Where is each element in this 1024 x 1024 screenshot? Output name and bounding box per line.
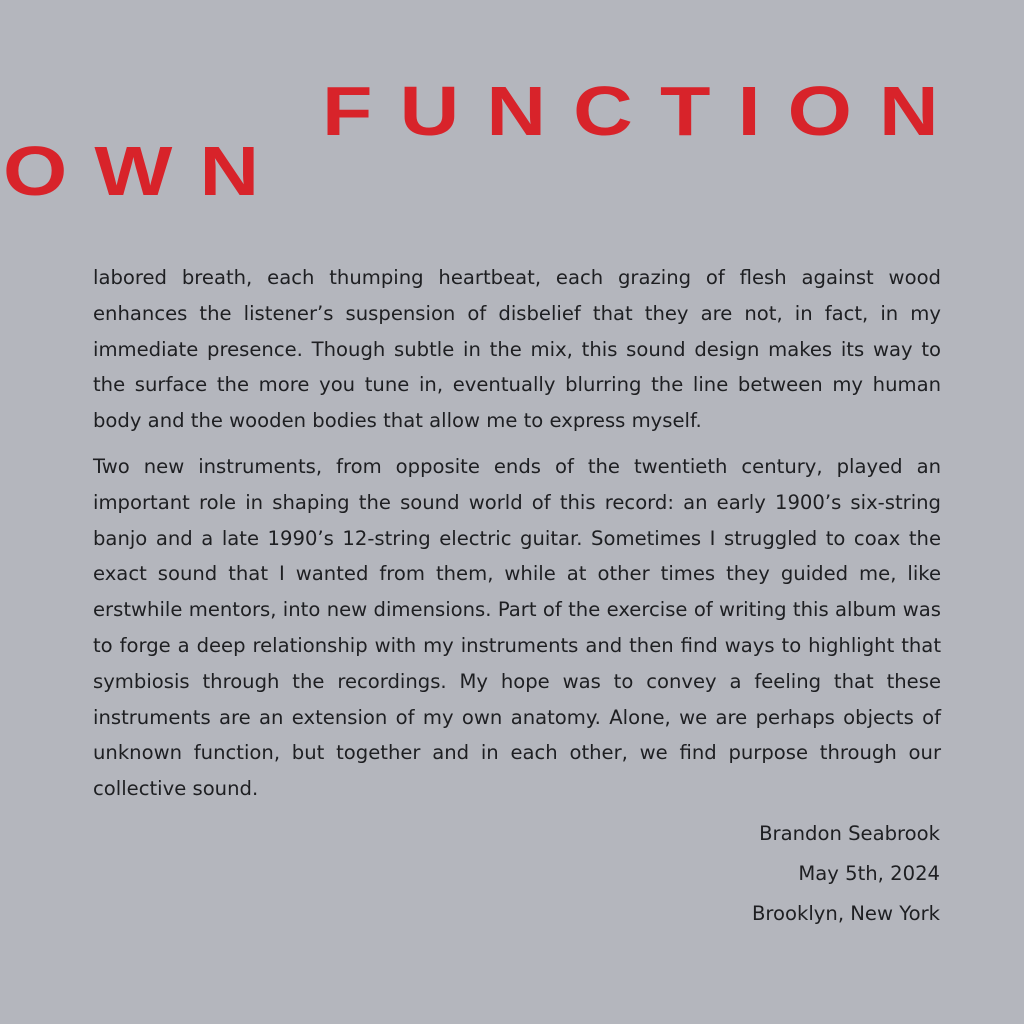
signature-name: Brandon Seabrook [759,822,940,845]
paragraph-2: Two new instruments, from opposite ends of the twentieth century, played an important role in shaping the sound world of this record: an early 1900’s six-string banjo and a late 1990’s 12-string electric guitar. Sometimes I struggled to coax the exact sound that I wanted from them, while at other times they guided me, like erstwhile mentors, into new dimensions. Part of the exercise of writing this album was to forge a deep relationship with my instruments and then find ways to highlight that symbiosis through the recordings. My hope was to convey a feeling that these instruments are an extension of my own anatomy. Alone, we are perhaps objects of unknown function, but together and in each other, we find purpose through our collective sound. [93,454,941,801]
paragraph-1: labored breath, each thumping heartbeat, each grazing of flesh against wood enhances the listener’s suspension of disbelief that they are not, in fact, in my immediate presence. Though subtle in the mix, this sound design makes its way to the surface the more you tune in, eventually blurring the line between my human body and the wooden bodies that allow me to express myself. [93,266,941,433]
signature-block [752,814,940,934]
body-text [93,260,941,817]
title-own: OWN [3,132,287,210]
signature-place: Brooklyn, New York [751,902,940,925]
title-function: FUNCTION [322,72,966,150]
signature-date: May 5th, 2024 [798,862,940,885]
